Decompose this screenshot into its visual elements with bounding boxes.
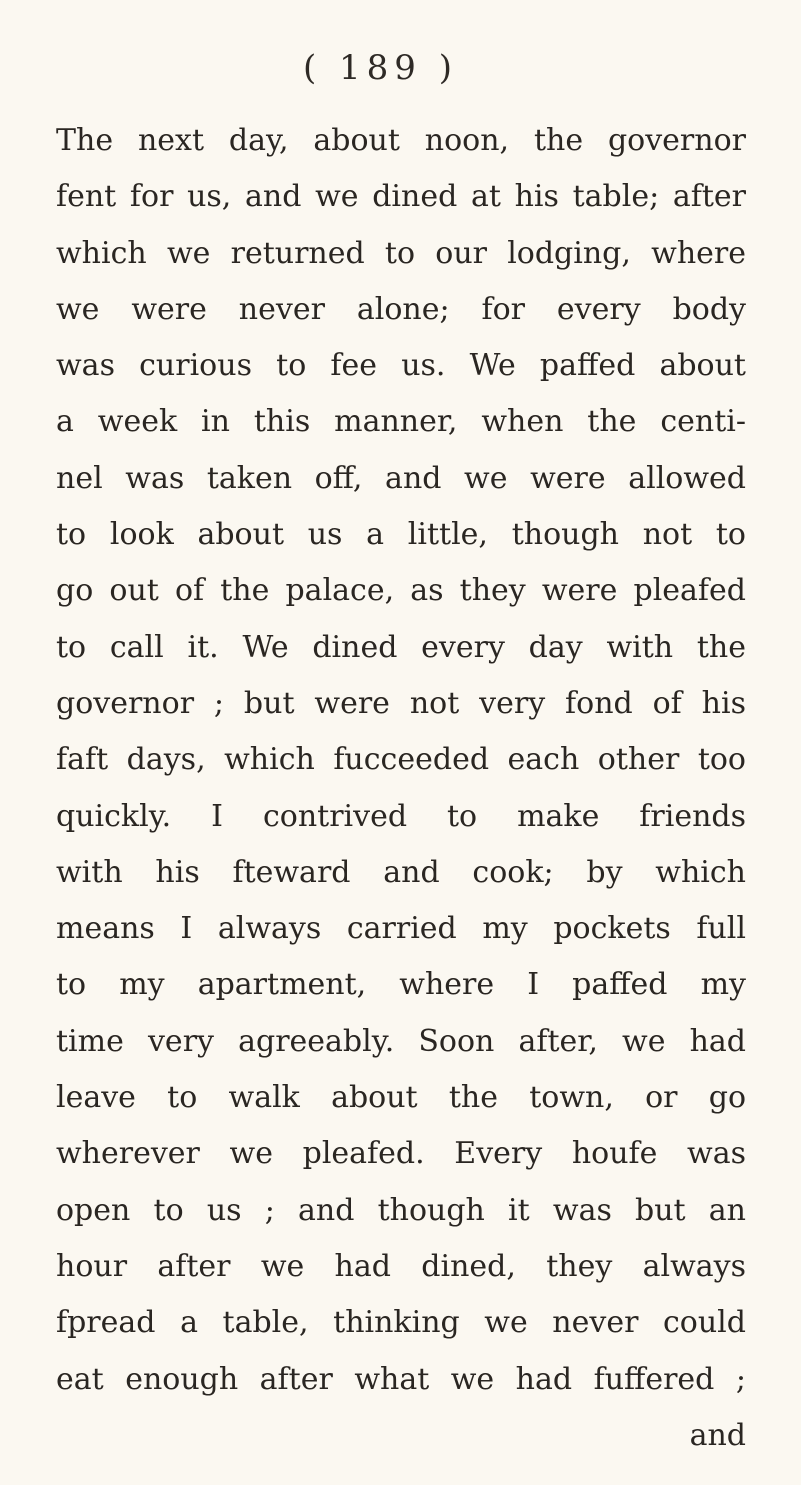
text-line: with his fteward and cook; by which bbox=[56, 854, 746, 890]
text-line: means I always carried my pockets full bbox=[56, 911, 746, 947]
text-line: which we returned to our lodging, where bbox=[56, 235, 746, 271]
text-line: fpread a table, thinking we never could bbox=[56, 1305, 746, 1341]
text-line: a week in this manner, when the centi- bbox=[56, 404, 746, 440]
text-line: The next day, about noon, the governor bbox=[56, 123, 746, 158]
text-line: quickly. I contrived to make friends bbox=[56, 798, 746, 834]
text-line: open to us ; and though it was but an bbox=[56, 1192, 746, 1228]
page-number-header: ( 189 ) bbox=[302, 48, 459, 88]
text-line: go out of the palace, as they were pleafed bbox=[56, 573, 746, 609]
text-line: hour after we had dined, they always bbox=[56, 1248, 746, 1284]
text-line: nel was taken off, and we were allowed bbox=[56, 460, 746, 496]
catchword: and bbox=[689, 1417, 746, 1453]
text-line: leave to walk about the town, or go bbox=[56, 1080, 746, 1116]
text-line: we were never alone; for every body bbox=[56, 291, 746, 327]
text-line: to call it. We dined every day with the bbox=[56, 629, 746, 665]
text-line: governor ; but were not very fond of his bbox=[56, 685, 746, 721]
text-line: fent for us, and we dined at his table; after bbox=[56, 179, 746, 215]
text-line: eat enough after what we had fuffered ; bbox=[56, 1361, 746, 1397]
text-line: time very agreeably. Soon after, we had bbox=[56, 1023, 746, 1059]
page-body-text bbox=[56, 113, 746, 1464]
text-line: to look about us a little, though not to bbox=[56, 517, 746, 553]
text-line: was curious to fee us. We paffed about bbox=[56, 348, 746, 384]
text-line: to my apartment, where I paffed my bbox=[56, 967, 746, 1003]
text-line: faft days, which fucceeded each other too bbox=[56, 742, 746, 778]
text-line: wherever we pleafed. Every houfe was bbox=[56, 1136, 746, 1172]
